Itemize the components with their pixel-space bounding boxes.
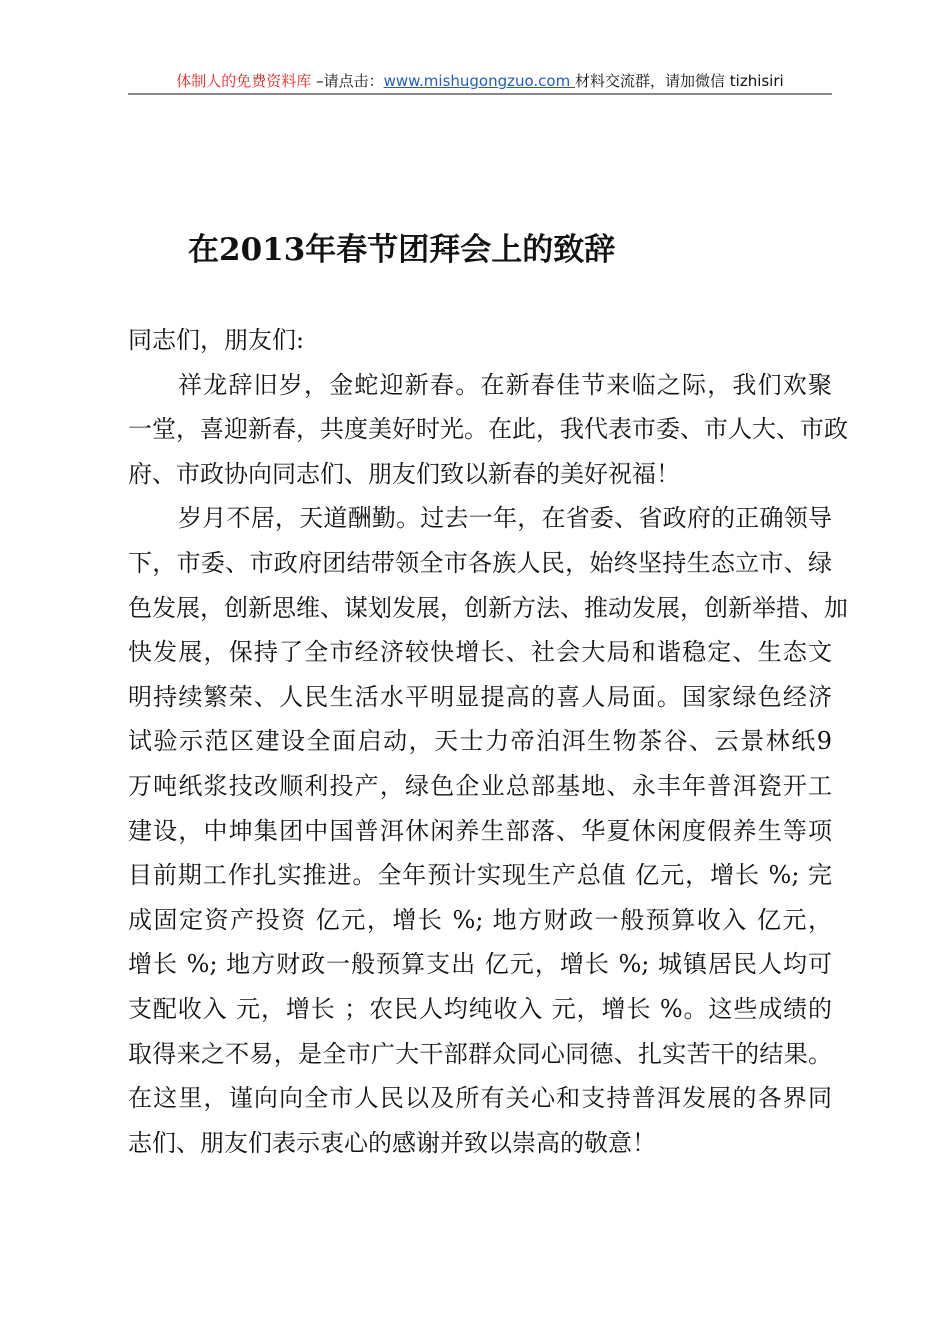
salutation: 同志们，朋友们: — [128, 326, 305, 354]
paragraph-line: 一堂，喜迎新春，共度美好时光。在此，我代表市委、市人大、市政 — [128, 415, 848, 444]
paragraph-line: 目前期工作扎实推进。全年预计实现生产总值 亿元，增长 %; 完 — [128, 861, 832, 890]
paragraph-line: 岁月不居，天道酬勤。过去一年，在省委、省政府的正确领导 — [178, 504, 832, 533]
document-body — [128, 318, 848, 1165]
document-title: 在2013年春节团拜会上的致辞 — [188, 232, 616, 268]
paragraph-line: 建设，中坤集团中国普洱休闲养生部落、华夏休闲度假养生等项 — [128, 816, 832, 845]
paragraph-line: 试验示范区建设全面启动，天士力帝泊洱生物茶谷、云景林纸9 — [128, 727, 832, 756]
paragraph-line: 快发展，保持了全市经济较快增长、社会大局和谐稳定、生态文 — [128, 638, 832, 667]
paragraph-line: 府、市政协向同志们、朋友们致以新春的美好祝福！ — [128, 459, 680, 488]
paragraph-line: 支配收入 元，增长 ；农民人均纯收入 元，增长 %。这些成绩的 — [128, 994, 832, 1023]
paragraph-line: 万吨纸浆技改顺利投产，绿色企业总部基地、永丰年普洱瓷开工 — [128, 771, 832, 800]
paragraph-line: 下，市委、市政府团结带领全市各族人民，始终坚持生态立市、绿 — [128, 548, 832, 577]
paragraph-line: 色发展，创新思维、谋划发展，创新方法、推动发展，创新举措、加 — [128, 593, 848, 622]
paragraph-line: 取得来之不易，是全市广大干部群众同心同德、扎实苦干的结果。 — [128, 1039, 832, 1068]
header-divider — [128, 93, 832, 95]
header-link[interactable]: www.mishugongzuo.com — [383, 72, 575, 90]
header-tail: 材料交流群，请加微信 tizhisiri — [575, 72, 784, 90]
paragraph-line: 增长 %; 地方财政一般预算支出 亿元，增长 %; 城镇居民人均可 — [128, 950, 832, 979]
paragraph-line: 明持续繁荣、人民生活水平明显提高的喜人局面。国家绿色经济 — [128, 682, 832, 711]
paragraph-line: 志们、朋友们表示衷心的感谢并致以崇高的敬意！ — [128, 1128, 656, 1157]
paragraph-line: 成固定资产投资 亿元，增长 %; 地方财政一般预算收入 亿元， — [128, 905, 832, 934]
header-brand: 体制人的免费资料库 — [176, 72, 312, 90]
paragraph-line: 祥龙辞旧岁，金蛇迎新春。在新春佳节来临之际，我们欢聚 — [178, 370, 832, 399]
watermark-header — [128, 70, 832, 91]
paragraph-line: 在这里，谨向向全市人民以及所有关心和支持普洱发展的各界同 — [128, 1084, 832, 1113]
header-prompt: –请点击： — [311, 72, 384, 90]
